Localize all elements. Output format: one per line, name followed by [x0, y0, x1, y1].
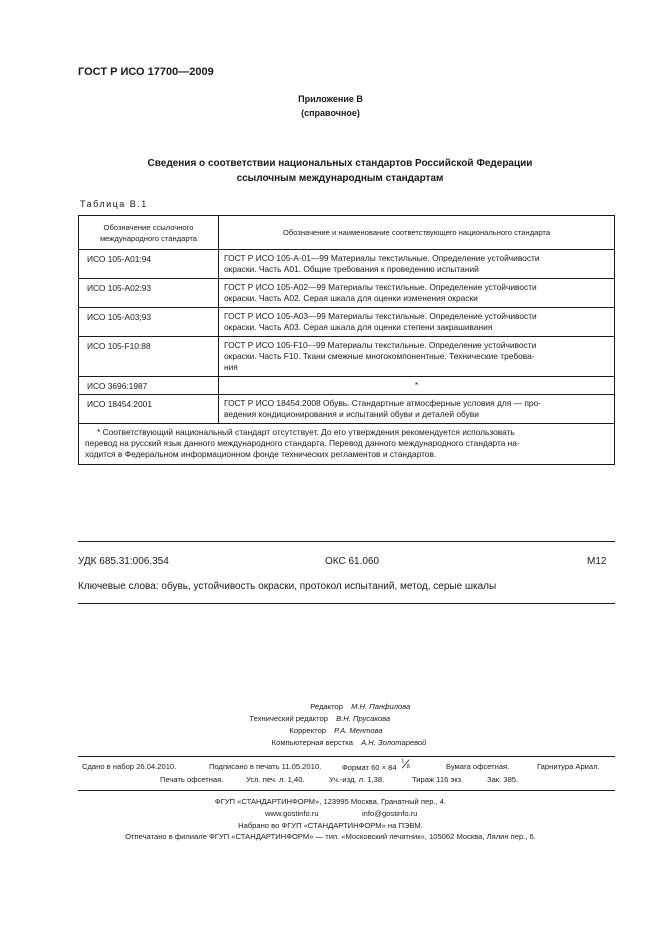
annex-subtitle: (справочное): [301, 108, 360, 118]
cell-line: ГОСТ Р ИСО 105-А02—99 Материалы текстильные. Определение устойчивости: [224, 282, 537, 292]
header-text: Обозначение ссылочного: [103, 222, 194, 232]
footnote-line: перевод на русский язык данного международного стандарта. Перевод данного международного стандарта на-: [85, 438, 520, 448]
keywords-label: Ключевые слова:: [78, 581, 159, 592]
oks-code: ОКС 61.060: [325, 556, 380, 567]
pub-format: [342, 758, 413, 772]
table-row: [79, 279, 615, 308]
intl-standard-cell: ИСО 105-А02:93: [79, 279, 219, 308]
credit-role: Компьютерная верстка: [271, 738, 353, 747]
credit-role: Корректор: [289, 726, 326, 735]
svg-text:8: 8: [406, 764, 410, 769]
cell-line: ГОСТ Р ИСО 105-А-01—99 Материалы текстильные. Определение устойчивости: [224, 253, 540, 263]
pub-edit-sheets: Уч.-изд. л. 1,38.: [329, 775, 385, 784]
divider-keywords: [78, 603, 615, 604]
pub-order: Зак. 385.: [487, 775, 519, 784]
national-standard-cell: *: [219, 377, 615, 395]
credit-editor: [0, 701, 410, 713]
header-intl-standard: [79, 216, 219, 250]
cell-line: ГОСТ Р ИСО 105-А03—99 Материалы текстильные. Определение устойчивости: [224, 311, 537, 321]
national-standard-cell: [219, 308, 615, 337]
divider-credits: [78, 756, 615, 757]
credit-role: Редактор: [310, 702, 343, 711]
cell-line: окраски. Часть F10. Ткани смежные многокомпонентные. Технические требова-: [224, 351, 535, 361]
section-title: [100, 156, 580, 186]
credit-tech-editor: [0, 713, 390, 725]
keywords-text: обувь, устойчивость окраски, протокол испытаний, метод, серые шкалы: [161, 581, 497, 592]
footnote-line: ходится в Федеральном информационном фонде технических регламентов и стандартов.: [85, 449, 437, 459]
table-footnote: [79, 424, 615, 465]
table-row: [79, 308, 615, 337]
udk-code: УДК 685.31:006.354: [78, 556, 169, 567]
pub-print: Печать офсетная.: [160, 775, 224, 784]
keywords: [78, 581, 496, 592]
divider-publication: [78, 790, 615, 791]
footnote-text: * Соответствующий национальный стандарт отсутствует. До его утверждения рекомендуется использовать: [97, 427, 515, 437]
credit-name: В.Н. Прусакова: [336, 714, 391, 723]
cell-line: ГОСТ Р ИСО 18454:2008 Обувь. Стандартные атмосферные условия для — про-: [224, 398, 541, 408]
publisher-typeset: Набрано во ФГУП «СТАНДАРТИНФОРМ» на ПЭВМ.: [238, 821, 423, 830]
credit-name: А.Н. Золотаревой: [361, 738, 427, 747]
pub-paper: Бумага офсетная.: [446, 762, 510, 771]
intl-standard-cell: ИСО 105-А01:94: [79, 250, 219, 279]
header-national-standard: Обозначение и наименование соответствующего национального стандарта: [219, 216, 615, 250]
credit-layout: [0, 737, 426, 749]
pub-print-sheets: Усл. печ. л. 1,40.: [246, 775, 305, 784]
document-code: ГОСТ Р ИСО 17700—2009: [78, 66, 214, 78]
table-row: [79, 377, 615, 395]
pub-font: Гарнитура Ариал.: [537, 762, 600, 771]
publisher-email[interactable]: info@gostinfo.ru: [362, 809, 418, 818]
pub-signed: Подписано в печать 11.05.2010.: [209, 762, 322, 771]
section-title-line: ссылочным международным стандартам: [236, 173, 444, 184]
credit-role: Технический редактор: [249, 714, 328, 723]
section-title-line: Сведения о соответствии национальных стандартов Российской Федерации: [147, 158, 533, 169]
table-row: [79, 250, 615, 279]
cell-line: ведения кондиционирования и испытаний обуви и деталей обуви: [224, 409, 479, 419]
credit-name: М.Н. Панфилова: [351, 702, 411, 711]
classification-code: М12: [587, 556, 607, 567]
intl-standard-cell: ИСО 105-F10:88: [79, 337, 219, 377]
table-header-row: [79, 216, 615, 250]
cell-line: окраски. Часть А03. Серая шкала для оценки степени закрашивания: [224, 322, 493, 332]
table-footnote-row: [79, 424, 615, 465]
credit-proofreader: [0, 725, 383, 737]
footnote-line: [85, 427, 608, 438]
publisher-site[interactable]: www.gostinfo.ru: [265, 809, 319, 818]
pub-format-label: Формат 60 × 84: [342, 762, 397, 772]
annex-title: Приложение В: [298, 94, 363, 104]
cell-line: окраски. Часть А01. Общие требования к проведению испытаний: [224, 264, 479, 274]
publisher-printed: Отпечатано в филиале ФГУП «СТАНДАРТИНФОРМ» — тип. «Московский печатник», 105062 Москва, Лялин пер., 6.: [125, 832, 536, 841]
intl-standard-cell: ИСО 18454:2001: [79, 395, 219, 424]
pub-run: Тираж 116 экз.: [412, 775, 464, 784]
cell-line: ГОСТ Р ИСО 105-F10—99 Материалы текстильные. Определение устойчивости: [224, 340, 537, 350]
national-standard-cell: [219, 395, 615, 424]
pub-submitted: Сдано в набор 26.04.2010.: [82, 762, 177, 771]
table-row: [79, 337, 615, 377]
divider-top: [78, 541, 615, 542]
cell-line: ния: [224, 362, 238, 372]
table-caption: Таблица В.1: [80, 199, 148, 209]
national-standard-cell: [219, 250, 615, 279]
standards-table: [78, 215, 615, 465]
national-standard-cell: [219, 337, 615, 377]
publisher-address: ФГУП «СТАНДАРТИНФОРМ», 123995 Москва, Гранатный пер., 4.: [214, 797, 447, 806]
svg-text:1: 1: [401, 758, 405, 765]
header-text: международного стандарта: [99, 233, 198, 243]
fraction-icon: [399, 758, 413, 769]
intl-standard-cell: ИСО 105-А03;93: [79, 308, 219, 337]
credit-name: Р.А. Ментова: [334, 726, 383, 735]
table-row: [79, 395, 615, 424]
cell-line: окраски. Часть А02. Серая шкала для оценки изменения окраски: [224, 293, 478, 303]
national-standard-cell: [219, 279, 615, 308]
intl-standard-cell: ИСО 3696:1987: [79, 377, 219, 395]
